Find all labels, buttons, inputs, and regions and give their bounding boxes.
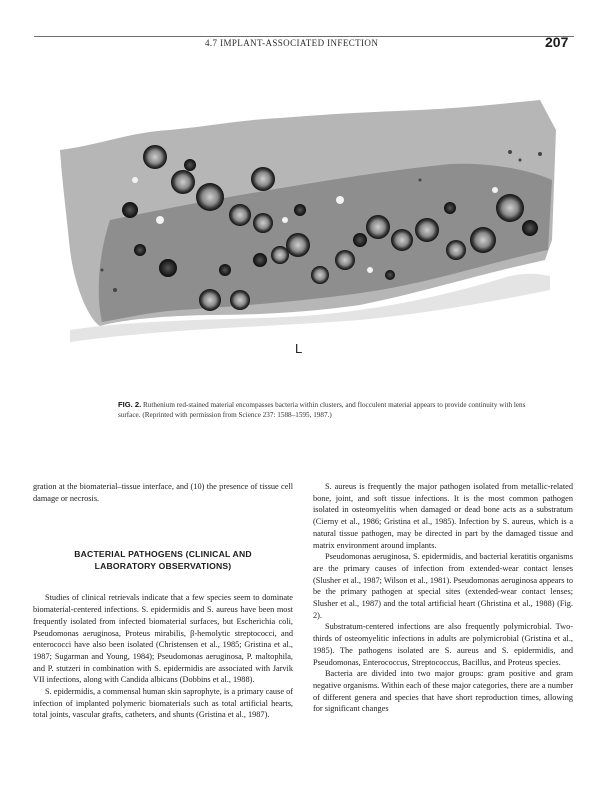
section-heading-line-1: BACTERIAL PATHOGENS (CLINICAL AND bbox=[74, 549, 252, 560]
figure-label: FIG. 2. bbox=[118, 400, 142, 409]
right-paragraph-2: Pseudomonas aeruginosa, S. epidermidis, and bacterial keratitis organisms are the primary causes of infection from extended-wear contact lenses (Slusher et al., 1987; Wilson et al., 1981). Pseudomonas aeruginosa appears to be the primary pathogen at special sites (extended-wear contact lenses; Slusher et al., 1987) and the total artificial heart (Ghristina et al., 1988) (Fig. 2). bbox=[313, 552, 573, 620]
left-column bbox=[33, 481, 293, 721]
left-paragraph-3: S. epidermidis, a commensal human skin saprophyte, is a primary cause of infection of implanted polymeric biomaterials such as total artificial hearts, total joints, vascular grafts, catheters, and shunts (Gristina et al., 1987). bbox=[33, 687, 293, 720]
figure-caption bbox=[118, 400, 548, 420]
right-column bbox=[313, 481, 573, 715]
micrograph-image bbox=[40, 90, 578, 390]
section-heading bbox=[33, 548, 293, 572]
right-paragraph-1: S. aureus is frequently the major pathogen isolated from metallic-related bone, joint, and soft tissue infections. It is the most common pathogen isolated in osteomyelitis when damaged or dead bone acts as a substratum (Cierny et al., 1986; Gristina et al., 1985). Infection by S. aureus, which is a natural tissue pathogen, may be directed in part by the damaged tissue and matrix environment around implants. bbox=[313, 482, 573, 550]
right-paragraph-3: Substratum-centered infections are also frequently polymicrobial. Two-thirds of osteomyelitic infections in adults are polymicrobial (Gristina et al., 1985). The pathogens isolated are S. aureus and S. epidermidis, and Pseudomonas, Enterococcus, Streptococcus, Bacillus, and Proteus species. bbox=[313, 622, 573, 667]
left-paragraph-2: Studies of clinical retrievals indicate that a few species seem to dominate biomaterial-centered infections. S. epidermidis and S. aureus have been most frequently isolated from infected biomaterial surfaces, but Escherichia coli, Pseudomonas aeruginosa, Proteus mirabilis, β-hemolytic streptococci, and enterococci have also been isolated (Christensen et al., 1985; Gristina et al., 1987; Sugarman and Young, 1984); Pseudomonas aeruginosa, P. maltophila, and P. stutzeri in combination with S. epidermidis are associated with Jarvik VII infections, along with Candida albicans (Dobbins et al., 1988). bbox=[33, 593, 293, 685]
right-paragraph-4: Bacteria are divided into two major groups: gram positive and gram negative organisms. Within each of these major categories, there are a number of different genera and species that have short reproduction times, allowing for significant changes bbox=[313, 669, 573, 714]
micrograph-figure bbox=[40, 90, 578, 390]
section-heading-line-2: LABORATORY OBSERVATIONS) bbox=[94, 561, 232, 572]
figure-caption-text: Ruthenium red-stained material encompasses bacteria within clusters, and flocculent material appears to provide continuity with lens surface. (Reprinted with permission from Science 237: 1588–1595, 1987.) bbox=[118, 401, 526, 419]
page-number: 207 bbox=[545, 34, 569, 50]
left-paragraph-1: gration at the biomaterial–tissue interface, and (10) the presence of tissue cell damage or necrosis. bbox=[33, 482, 293, 503]
header-rule bbox=[34, 36, 574, 37]
scale-mark: L bbox=[295, 341, 303, 356]
running-title: 4.7 IMPLANT-ASSOCIATED INFECTION bbox=[205, 38, 379, 48]
